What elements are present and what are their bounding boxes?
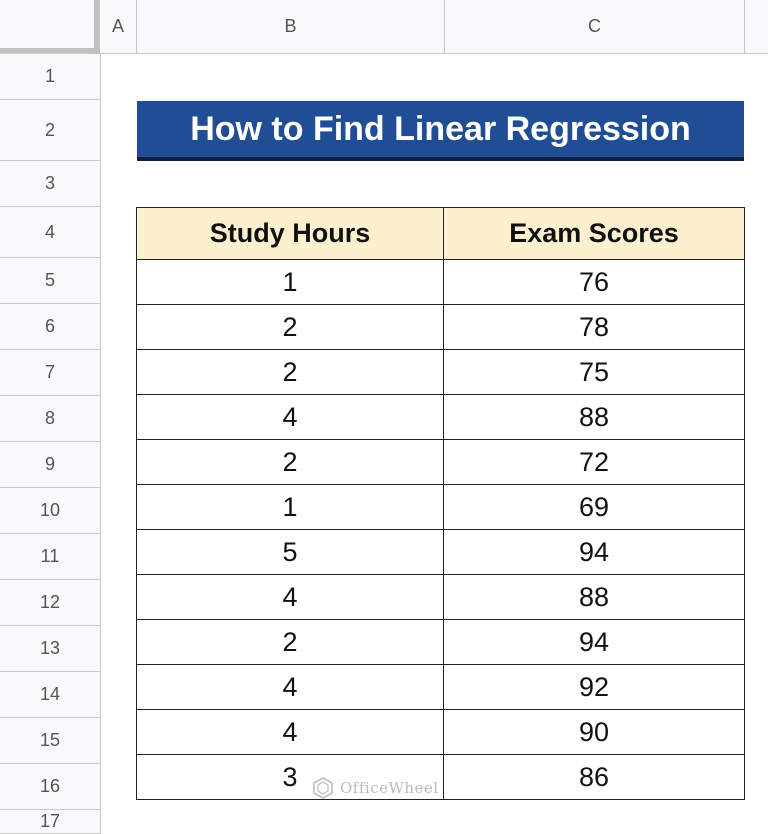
exam-score-cell[interactable]: 88: [444, 395, 745, 440]
exam-score-cell[interactable]: 94: [444, 620, 745, 665]
study-hours-cell[interactable]: 2: [137, 350, 444, 395]
exam-score-cell[interactable]: 69: [444, 485, 745, 530]
exam-score-cell[interactable]: 94: [444, 530, 745, 575]
data-table: [136, 207, 745, 800]
column-header-c[interactable]: C: [445, 0, 745, 54]
row-header-14[interactable]: 14: [0, 672, 101, 718]
table-row: [137, 575, 745, 620]
table-row: [137, 440, 745, 485]
study-hours-cell[interactable]: 2: [137, 440, 444, 485]
table-row: [137, 395, 745, 440]
column-header-a[interactable]: A: [100, 0, 137, 54]
exam-score-cell[interactable]: 78: [444, 305, 745, 350]
row-header-11[interactable]: 11: [0, 534, 101, 580]
exam-score-cell[interactable]: 86: [444, 755, 745, 800]
row-header-16[interactable]: 16: [0, 764, 101, 810]
study-hours-cell[interactable]: 2: [137, 305, 444, 350]
watermark: [312, 776, 439, 800]
freeze-column-handle[interactable]: [94, 0, 99, 54]
table-body: [137, 260, 745, 800]
study-hours-cell[interactable]: 1: [137, 260, 444, 305]
select-all-corner[interactable]: [0, 0, 100, 54]
table-row: [137, 530, 745, 575]
row-header-3[interactable]: 3: [0, 161, 101, 207]
sheet-title[interactable]: How to Find Linear Regression: [137, 101, 744, 161]
table-row: [137, 350, 745, 395]
row-header-10[interactable]: 10: [0, 488, 101, 534]
table-row: [137, 665, 745, 710]
table-row: [137, 710, 745, 755]
row-header-4[interactable]: 4: [0, 207, 101, 258]
study-hours-cell[interactable]: 4: [137, 575, 444, 620]
study-hours-cell[interactable]: 4: [137, 710, 444, 755]
exam-score-cell[interactable]: 92: [444, 665, 745, 710]
study-hours-cell[interactable]: 3: [137, 755, 444, 800]
row-header-15[interactable]: 15: [0, 718, 101, 764]
column-header-b[interactable]: B: [137, 0, 445, 54]
study-hours-cell[interactable]: 4: [137, 665, 444, 710]
table-row: [137, 305, 745, 350]
officewheel-logo-icon: [312, 777, 334, 799]
study-hours-cell[interactable]: 2: [137, 620, 444, 665]
exam-score-cell[interactable]: 90: [444, 710, 745, 755]
row-header-9[interactable]: 9: [0, 442, 101, 488]
table-row: [137, 620, 745, 665]
exam-score-cell[interactable]: 72: [444, 440, 745, 485]
header-exam-scores[interactable]: Exam Scores: [444, 208, 745, 260]
watermark-text: OfficeWheel: [340, 779, 439, 797]
table-row: [137, 755, 745, 800]
row-header-17[interactable]: 17: [0, 810, 101, 834]
row-header-1[interactable]: 1: [0, 54, 101, 100]
table-row: [137, 260, 745, 305]
exam-score-cell[interactable]: 88: [444, 575, 745, 620]
exam-score-cell[interactable]: 75: [444, 350, 745, 395]
table-header-row: [137, 208, 745, 260]
row-header-12[interactable]: 12: [0, 580, 101, 626]
study-hours-cell[interactable]: 4: [137, 395, 444, 440]
table-row: [137, 485, 745, 530]
freeze-row-handle[interactable]: [0, 48, 100, 53]
row-header-6[interactable]: 6: [0, 304, 101, 350]
study-hours-cell[interactable]: 5: [137, 530, 444, 575]
row-header-8[interactable]: 8: [0, 396, 101, 442]
row-header-13[interactable]: 13: [0, 626, 101, 672]
exam-score-cell[interactable]: 76: [444, 260, 745, 305]
row-header-2[interactable]: 2: [0, 100, 101, 161]
column-header-d[interactable]: [745, 0, 768, 54]
header-study-hours[interactable]: Study Hours: [137, 208, 444, 260]
row-header-7[interactable]: 7: [0, 350, 101, 396]
row-header-5[interactable]: 5: [0, 258, 101, 304]
study-hours-cell[interactable]: 1: [137, 485, 444, 530]
